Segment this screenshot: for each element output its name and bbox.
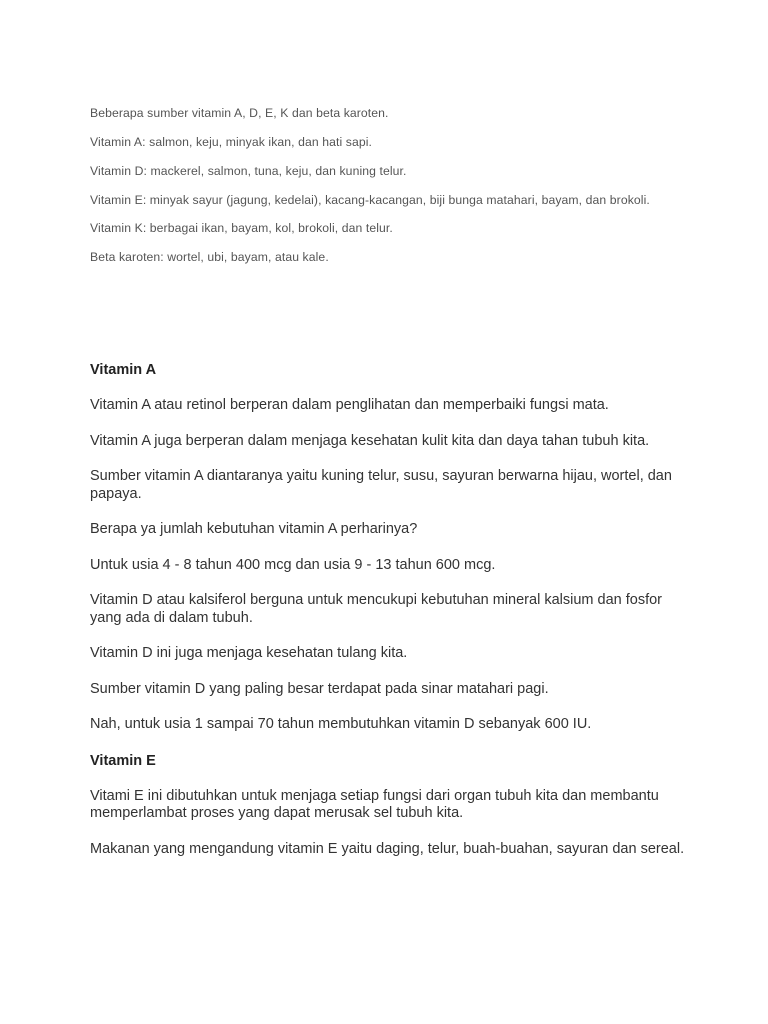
- summary-item-vitamin-d: Vitamin D: mackerel, salmon, tuna, keju, dan kuning telur.: [90, 164, 407, 178]
- summary-intro: Beberapa sumber vitamin A, D, E, K dan beta karoten.: [90, 106, 389, 120]
- paragraph: Vitamin A atau retinol berperan dalam penglihatan dan memperbaiki fungsi mata.: [90, 397, 609, 413]
- paragraph: Makanan yang mengandung vitamin E yaitu daging, telur, buah-buahan, sayuran dan sereal.: [90, 840, 685, 857]
- section-heading-vitamin-a: Vitamin A: [90, 362, 157, 378]
- section-heading-vitamin-e: Vitamin E: [90, 752, 156, 769]
- summary-item-beta-karoten: Beta karoten: wortel, ubi, bayam, atau kale.: [90, 250, 329, 264]
- paragraph: Sumber vitamin A diantaranya yaitu kuning telur, susu, sayuran berwarna hijau, wortel, dan papaya.: [90, 468, 672, 502]
- paragraph: Vitami E ini dibutuhkan untuk menjaga setiap fungsi dari organ tubuh kita dan membantu memperlambat proses yang dapat merusak sel tubuh kita.: [90, 787, 659, 821]
- vitamin-sources-summary: [90, 106, 680, 279]
- paragraph: Vitamin A juga berperan dalam menjaga kesehatan kulit kita dan daya tahan tubuh kita.: [90, 432, 650, 449]
- vitamin-details: [90, 361, 690, 876]
- summary-item-vitamin-k: Vitamin K: berbagai ikan, bayam, kol, brokoli, dan telur.: [90, 221, 393, 235]
- summary-item-vitamin-a: Vitamin A: salmon, keju, minyak ikan, dan hati sapi.: [90, 135, 373, 149]
- paragraph: Sumber vitamin D yang paling besar terdapat pada sinar matahari pagi.: [90, 680, 549, 697]
- paragraph: Nah, untuk usia 1 sampai 70 tahun membutuhkan vitamin D sebanyak 600 IU.: [90, 716, 592, 732]
- paragraph: Vitamin D ini juga menjaga kesehatan tulang kita.: [90, 645, 408, 661]
- paragraph: Vitamin D atau kalsiferol berguna untuk mencukupi kebutuhan mineral kalsium dan fosfor yang ada di dalam tubuh.: [90, 592, 662, 626]
- paragraph: Untuk usia 4 - 8 tahun 400 mcg dan usia 9 - 13 tahun 600 mcg.: [90, 556, 496, 573]
- summary-item-vitamin-e: Vitamin E: minyak sayur (jagung, kedelai), kacang-kacangan, biji bunga matahari, bayam, dan brokoli.: [90, 193, 650, 207]
- paragraph: Berapa ya jumlah kebutuhan vitamin A perharinya?: [90, 521, 418, 537]
